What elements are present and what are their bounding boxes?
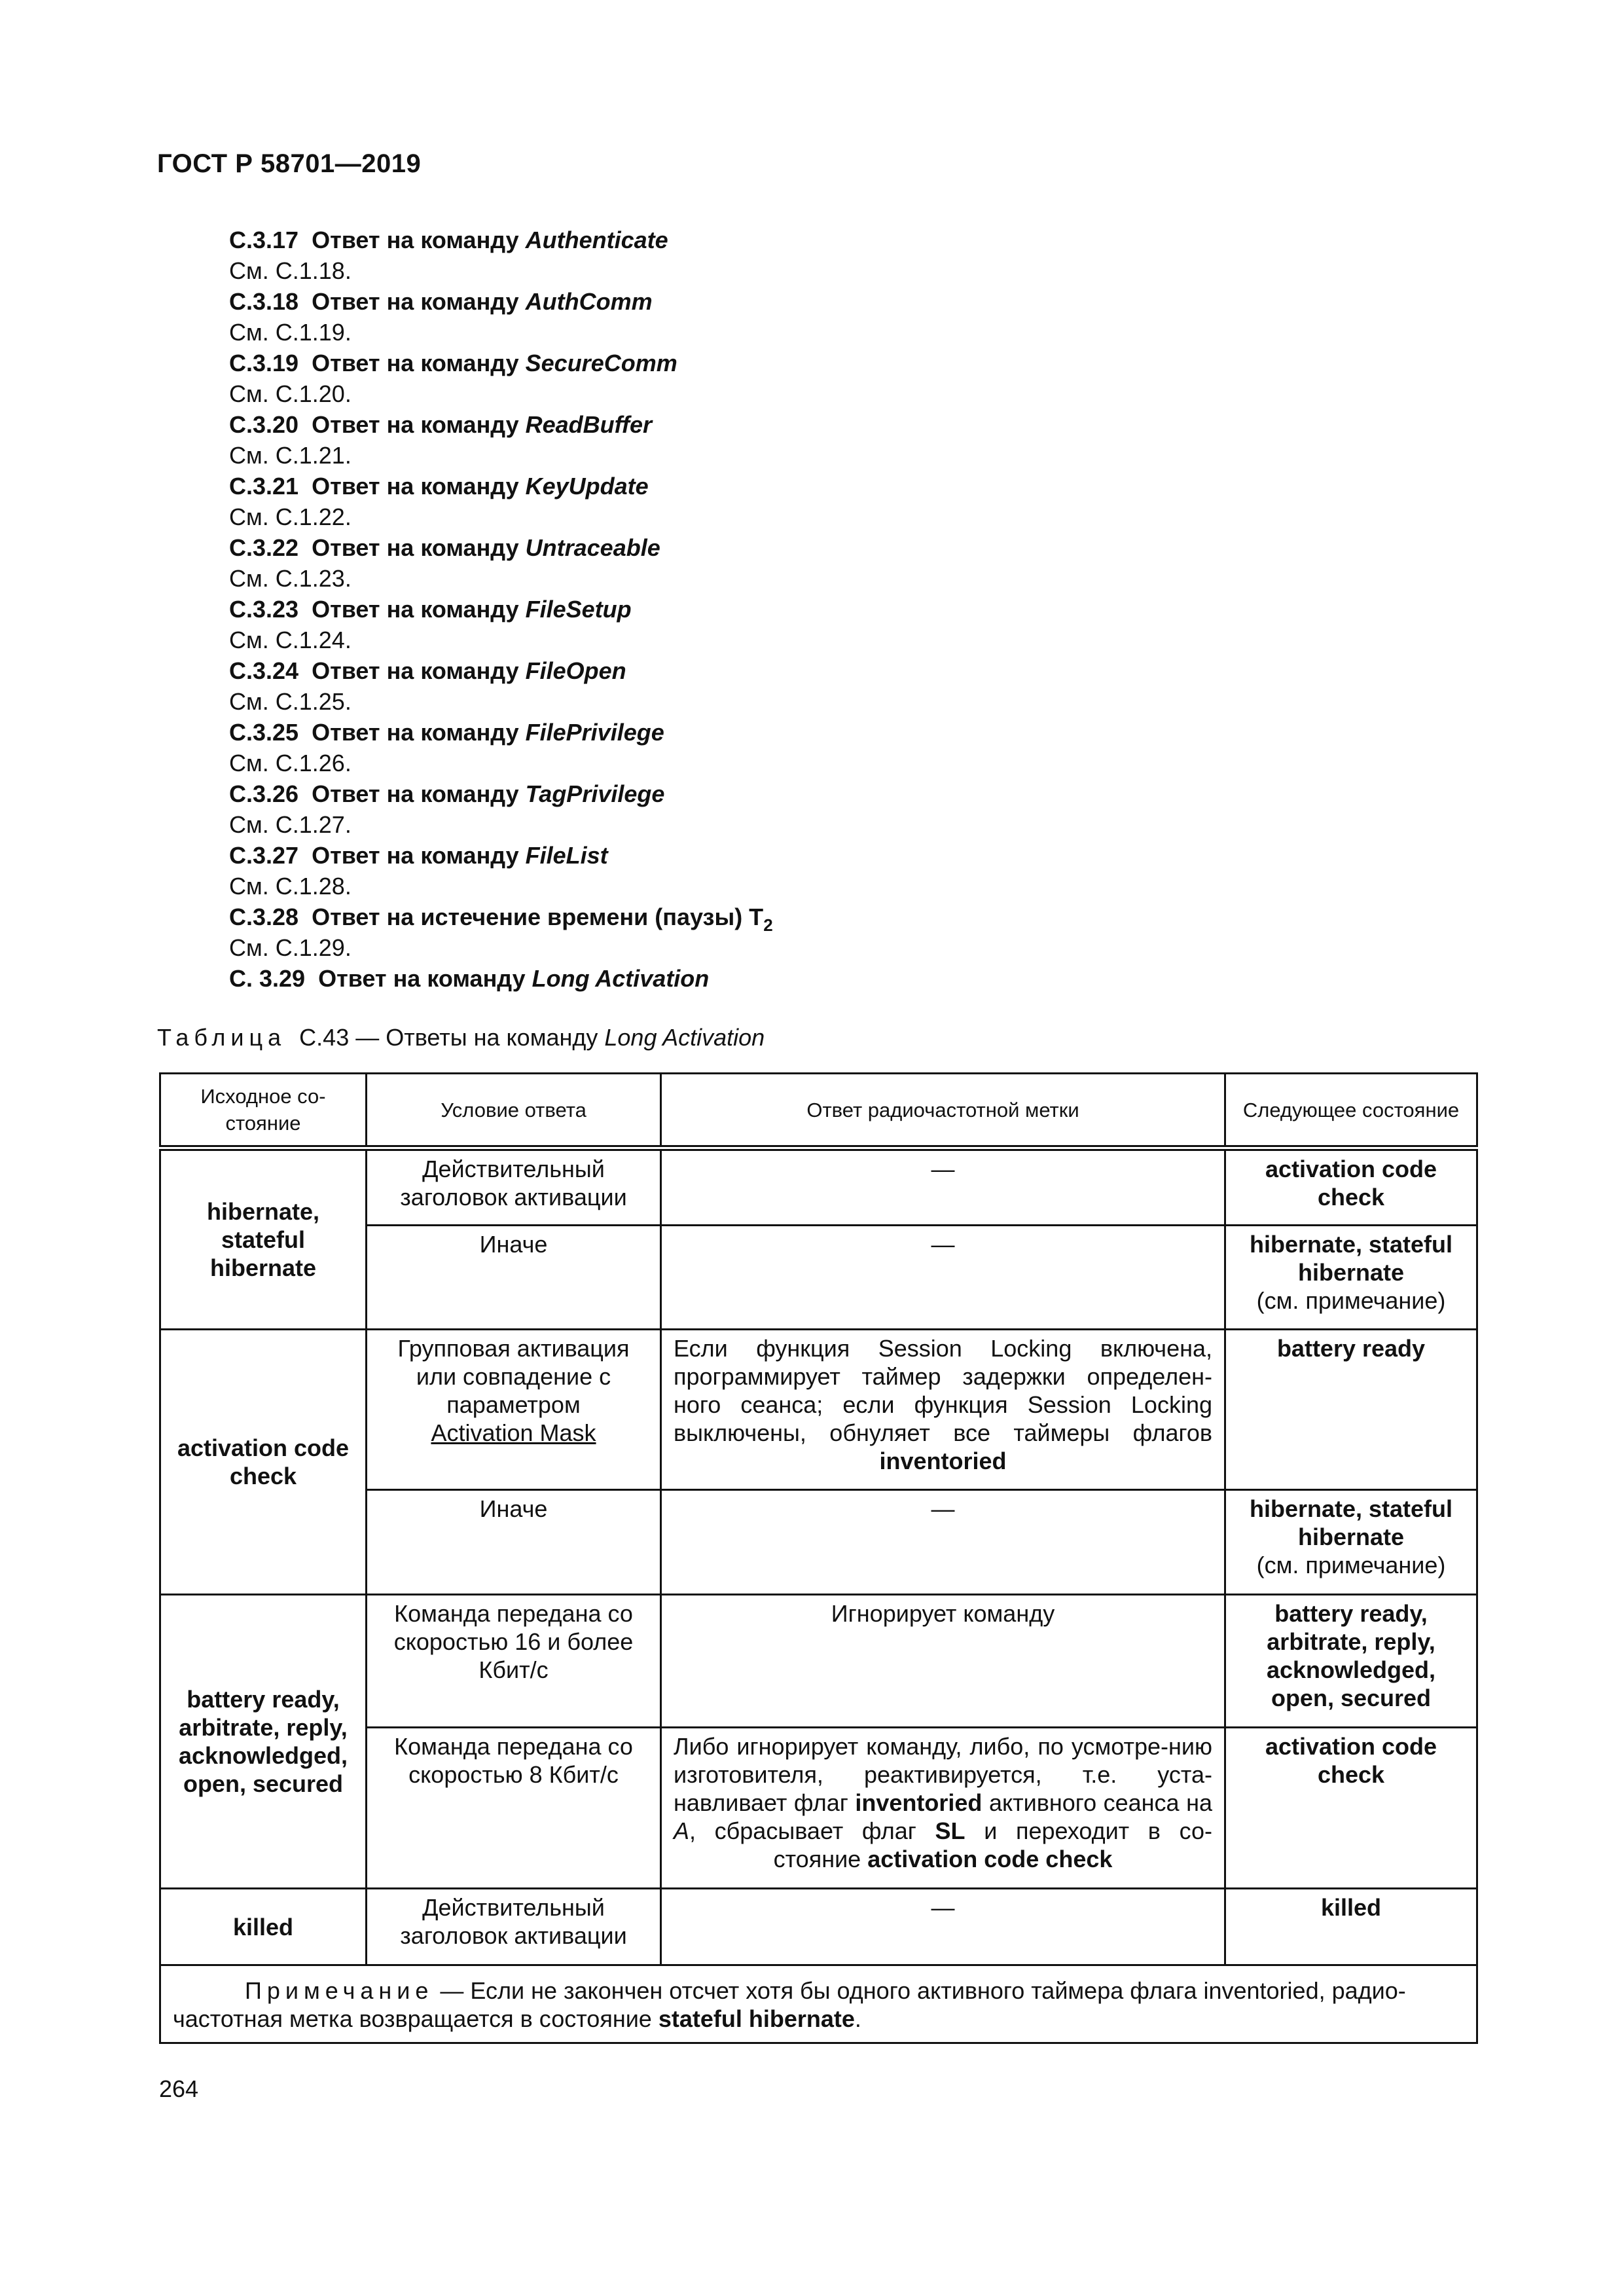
next-state-cell: activation code check xyxy=(1225,1728,1477,1889)
next-state-note: (см. примечание) xyxy=(1256,1552,1446,1578)
section-reference: См. С.1.26. xyxy=(229,750,352,776)
section-reference: См. С.1.19. xyxy=(229,319,352,346)
section-reference: См. С.1.29. xyxy=(229,934,352,961)
next-state-note: (см. примечание) xyxy=(1256,1287,1446,1314)
section-reference: См. С.1.22. xyxy=(229,503,352,530)
next-state-cell: killed xyxy=(1225,1889,1477,1965)
next-state-value: hibernate, stateful hibernate xyxy=(1249,1495,1453,1550)
condition-cell xyxy=(367,1330,661,1490)
table-note-row xyxy=(160,1965,1477,2043)
document-header: ГОСТ Р 58701—2019 xyxy=(157,149,422,178)
header-next-state: Следующее состояние xyxy=(1225,1074,1477,1148)
header-initial-state: Исходное со-стояние xyxy=(160,1074,367,1148)
table-header-row xyxy=(160,1074,1477,1148)
section-reference: См. С.1.28. xyxy=(229,873,352,900)
table-caption: Таблица С.43 — Ответы на команду Long Activation xyxy=(157,1024,765,1051)
section-list xyxy=(229,225,1473,994)
response-cell: Если функция Session Locking включена, программирует таймер задержки определен-ного сеанса; если функция Session Locking выключены, обнуляет все таймеры флагов inventoried xyxy=(661,1330,1225,1490)
section-heading-long-activation: С. 3.29 Ответ на команду Long Activation xyxy=(229,965,710,992)
next-state-cell: battery ready, arbitrate, reply, acknowledged, open, secured xyxy=(1225,1595,1477,1728)
inventoried-flag: inventoried xyxy=(879,1448,1007,1474)
initial-state-cell: activation code check xyxy=(160,1330,367,1595)
page-number: 264 xyxy=(159,2075,199,2102)
header-response: Ответ радиочастотной метки xyxy=(661,1074,1225,1148)
next-state-cell: battery ready xyxy=(1225,1330,1477,1490)
table-note: Примечание — Если не закончен отсчет хотя бы одного активного таймера флага inventoried, радио-частотная метка возвращается в состояние stateful hibernate. xyxy=(160,1965,1477,2043)
section-heading: С.3.21 Ответ на команду KeyUpdate xyxy=(229,473,649,500)
section-heading: С.3.20 Ответ на команду ReadBuffer xyxy=(229,411,653,438)
section-reference: См. С.1.25. xyxy=(229,688,352,715)
next-state-cell xyxy=(1225,1226,1477,1330)
next-state-value: hibernate, stateful hibernate xyxy=(1249,1231,1453,1286)
section-reference: См. С.1.23. xyxy=(229,565,352,592)
section-heading: С.3.18 Ответ на команду AuthComm xyxy=(229,288,653,315)
section-reference: См. С.1.24. xyxy=(229,627,352,653)
response-cell: — xyxy=(661,1226,1225,1330)
activation-mask-parameter: Activation Mask xyxy=(431,1419,596,1446)
condition-cell: Действительный заголовок активации xyxy=(367,1148,661,1226)
section-heading: С.3.27 Ответ на команду FileList xyxy=(229,842,608,869)
table-row xyxy=(160,1330,1477,1490)
section-reference: См. С.1.21. xyxy=(229,442,352,469)
condition-cell: Действительный заголовок активации xyxy=(367,1889,661,1965)
initial-state-cell: killed xyxy=(160,1889,367,1965)
initial-state-cell: hibernate, stateful hibernate xyxy=(160,1148,367,1330)
condition-cell: Иначе xyxy=(367,1226,661,1330)
header-condition: Условие ответа xyxy=(367,1074,661,1148)
table-row xyxy=(160,1889,1477,1965)
section-heading-timeout: С.3.28 Ответ на истечение времени (паузы) $Т_2$ xyxy=(229,903,773,935)
response-cell: — xyxy=(661,1490,1225,1595)
table-row xyxy=(160,1595,1477,1728)
condition-text: Групповая активация или совпадение с параметром xyxy=(397,1335,630,1418)
section-heading: С.3.22 Ответ на команду Untraceable xyxy=(229,534,660,561)
section-reference: См. С.1.27. xyxy=(229,811,352,838)
response-cell: — xyxy=(661,1889,1225,1965)
initial-state-cell: battery ready, arbitrate, reply, acknowledged, open, secured xyxy=(160,1595,367,1889)
section-reference: См. С.1.18. xyxy=(229,257,352,284)
response-cell: — xyxy=(661,1148,1225,1226)
section-heading: С.3.26 Ответ на команду TagPrivilege xyxy=(229,780,665,807)
section-heading: С.3.25 Ответ на команду FilePrivilege xyxy=(229,719,664,746)
section-reference: См. С.1.20. xyxy=(229,380,352,407)
responses-table xyxy=(159,1072,1478,2044)
next-state-cell: activation code check xyxy=(1225,1148,1477,1226)
next-state-cell xyxy=(1225,1490,1477,1595)
condition-cell: Команда передана со скоростью 16 и более Кбит/с xyxy=(367,1595,661,1728)
condition-cell: Команда передана со скоростью 8 Кбит/с xyxy=(367,1728,661,1889)
condition-cell: Иначе xyxy=(367,1490,661,1595)
response-cell: Либо игнорирует команду, либо, по усмотре-нию изготовителя, реактивируется, т.е. уста-навливает флаг inventoried активного сеанса на A, сбрасывает флаг SL и переходит в со-стояние activation code check xyxy=(661,1728,1225,1889)
response-cell: Игнорирует команду xyxy=(661,1595,1225,1728)
table-row xyxy=(160,1148,1477,1226)
note-label: Примечание xyxy=(245,1977,434,2004)
section-heading: С.3.23 Ответ на команду FileSetup xyxy=(229,596,632,623)
section-heading: С.3.19 Ответ на команду SecureComm xyxy=(229,350,677,376)
section-heading: С.3.17 Ответ на команду Authenticate xyxy=(229,227,668,253)
section-heading: С.3.24 Ответ на команду FileOpen xyxy=(229,657,626,684)
